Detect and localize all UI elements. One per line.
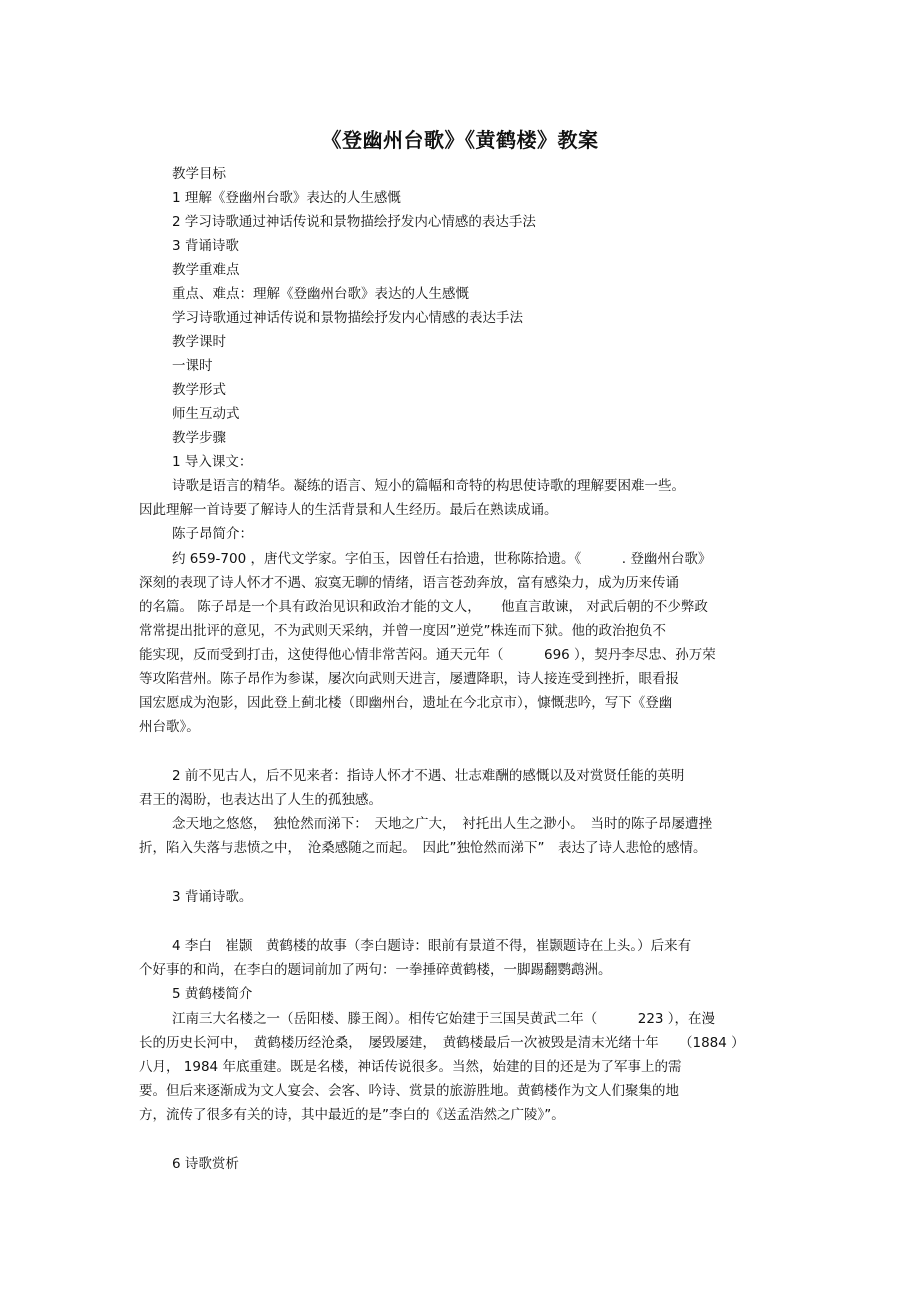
paragraph-line: 州台歌》。 bbox=[139, 719, 200, 735]
section-heading-objectives: 教学目标 bbox=[172, 166, 226, 182]
step-heading: 1 导入课文： bbox=[172, 454, 253, 470]
paragraph-line: 八月， 1984 年底重建。既是名楼，神话传说很多。当然，始建的目的还是为了军事上的需 bbox=[139, 1059, 682, 1075]
periods-text: 一课时 bbox=[172, 358, 213, 374]
form-text: 师生互动式 bbox=[172, 406, 240, 422]
objective-item: 3 背诵诗歌 bbox=[172, 238, 239, 254]
paragraph-line: 4 李白 崔颢 黄鹤楼的故事（李白题诗：眼前有景道不得，崔颢题诗在上头。）后来有 bbox=[172, 938, 692, 954]
section-heading-key-points: 教学重难点 bbox=[172, 262, 240, 278]
paragraph-line: 约 659-700 ，唐代文学家。字伯玉，因曾任右拾遗，世称陈拾遗。《 . 登幽州台歌》 bbox=[172, 551, 712, 567]
subheading-chen-ziang: 陈子昂简介： bbox=[172, 526, 253, 542]
step-heading: 6 诗歌赏析 bbox=[172, 1156, 239, 1172]
paragraph-line: 诗歌是语言的精华。凝练的语言、短小的篇幅和奇特的构思使诗歌的理解要困难一些。 bbox=[172, 478, 685, 494]
paragraph-line: 深刻的表现了诗人怀才不遇、寂寞无聊的情绪，语言苍劲奔放，富有感染力，成为历来传诵 bbox=[139, 575, 679, 591]
section-heading-periods: 教学课时 bbox=[172, 334, 226, 350]
step-heading: 3 背诵诗歌。 bbox=[172, 889, 253, 905]
paragraph-line: 能实现，反而受到打击，这使得他心情非常苦闷。通天元年（ 696 ），契丹李尽忠、孙万荣 bbox=[139, 647, 716, 663]
objective-item: 2 学习诗歌通过神话传说和景物描绘抒发内心情感的表达手法 bbox=[172, 214, 536, 230]
paragraph-line: 要。但后来逐渐成为文人宴会、会客、吟诗、赏景的旅游胜地。黄鹤楼作为文人们聚集的地 bbox=[139, 1083, 679, 1099]
section-heading-form: 教学形式 bbox=[172, 382, 226, 398]
paragraph-line: 的名篇。 陈子昂是一个具有政治见识和政治才能的文人， 他直言敢谏， 对武后朝的不少弊政 bbox=[139, 599, 708, 615]
paragraph-line: 常常提出批评的意见，不为武则天采纳，并曾一度因”逆党”株连而下狱。他的政治抱负不 bbox=[139, 623, 666, 639]
paragraph-line: 君王的渴盼，也表达出了人生的孤独感。 bbox=[139, 792, 382, 808]
section-heading-steps: 教学步骤 bbox=[172, 430, 226, 446]
document-title: 《登幽州台歌》《黄鹤楼》教案 bbox=[321, 128, 599, 152]
step-heading: 5 黄鹤楼简介 bbox=[172, 986, 253, 1002]
paragraph-line: 长的历史长河中， 黄鹤楼历经沧桑， 屡毁屡建， 黄鹤楼最后一次被毁是清末光绪十年 （1884 ） bbox=[139, 1035, 745, 1051]
paragraph-line: 念天地之悠悠， 独怆然而涕下： 天地之广大， 衬托出人生之渺小。 当时的陈子昂屡遭挫 bbox=[172, 816, 712, 832]
key-point-text: 重点、难点：理解《登幽州台歌》表达的人生感慨 bbox=[172, 286, 469, 302]
key-point-text: 学习诗歌通过神话传说和景物描绘抒发内心情感的表达手法 bbox=[172, 310, 523, 326]
paragraph-line: 国宏愿成为泡影，因此登上蓟北楼（即幽州台，遗址在今北京市），慷慨悲吟，写下《登幽 bbox=[139, 695, 673, 711]
paragraph-line: 个好事的和尚，在李白的题词前加了两句：一拳捶碎黄鹤楼，一脚踢翻鹦鹉洲。 bbox=[139, 962, 612, 978]
paragraph-line: 方，流传了很多有关的诗，其中最近的是”李白的《送孟浩然之广陵》”。 bbox=[139, 1107, 565, 1123]
paragraph-line: 因此理解一首诗要了解诗人的生活背景和人生经历。最后在熟读成诵。 bbox=[139, 502, 558, 518]
paragraph-line: 江南三大名楼之一（岳阳楼、滕王阁）。相传它始建于三国吴黄武二年（ 223 ），在漫 bbox=[172, 1011, 716, 1027]
paragraph-line: 折，陷入失落与悲愤之中， 沧桑感随之而起。 因此”独怆然而涕下” 表达了诗人悲怆的感情。 bbox=[139, 840, 707, 856]
paragraph-line: 2 前不见古人，后不见来者：指诗人怀才不遇、壮志难酬的感慨以及对赏贤任能的英明 bbox=[172, 768, 685, 784]
objective-item: 1 理解《登幽州台歌》表达的人生感慨 bbox=[172, 190, 401, 206]
paragraph-line: 等攻陷营州。陈子昂作为参谋，屡次向武则天进言，屡遭降职，诗人接连受到挫折，眼看报 bbox=[139, 671, 679, 687]
